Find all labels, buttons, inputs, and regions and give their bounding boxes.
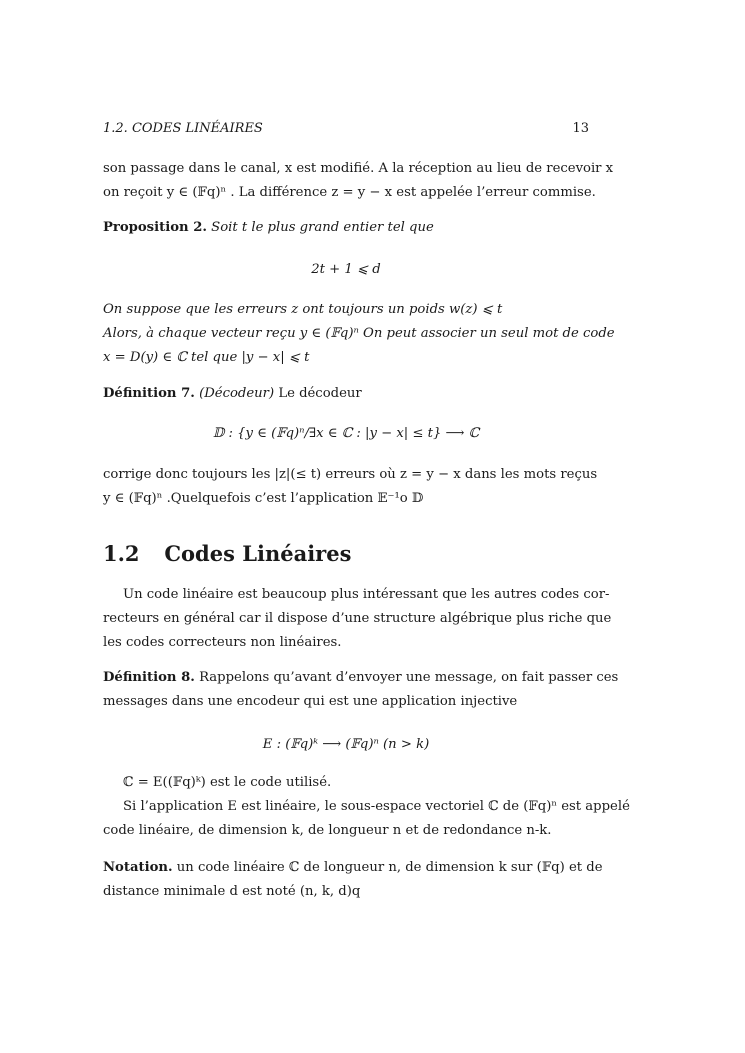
text-line: Alors, à chaque vecteur reçu y ∈ (𝔽q)ⁿ On peut associer un seul mot de code (103, 326, 615, 341)
text-line: distance minimale d est noté (n, k, d)q (103, 884, 361, 899)
equation-encoder: E : (𝔽q)ᵏ ⟶ (𝔽q)ⁿ (n > k) (262, 737, 430, 752)
proposition-text: Soit t le plus grand entier tel que (211, 220, 434, 235)
text-line: recteurs en général car il dispose d’une structure algébrique plus riche que (103, 611, 612, 626)
page-number: 13 (572, 121, 589, 136)
text-line: on reçoit y ∈ (𝔽q)ⁿ . La différence z = y − x est appelée l’erreur commise. (103, 185, 596, 200)
text-line: son passage dans le canal, x est modifié. A la réception au lieu de recevoir x (103, 161, 614, 176)
proposition-2-statement (103, 216, 589, 240)
definition-label: Définition 8. (103, 670, 195, 685)
notation-block (103, 856, 603, 904)
definition-label: Définition 7. (103, 386, 195, 401)
text-line: ℂ = E((𝔽q)ᵏ) est le code utilisé. (123, 775, 332, 790)
notation-label: Notation. (103, 860, 173, 875)
section-title: Codes Linéaires (164, 541, 352, 566)
text-line: un code linéaire ℂ de longueur n, de dimension k sur (𝔽q) et de (176, 860, 603, 875)
proposition-2-body (103, 298, 615, 370)
text-line: Si l’application E est linéaire, le sous-espace vectoriel ℂ de (𝔽q)ⁿ est appelé (123, 799, 630, 814)
section-heading (103, 541, 351, 566)
proposition-label: Proposition 2. (103, 220, 207, 235)
document-page (103, 0, 630, 1053)
equation-decoder: 𝔻 : {y ∈ (𝔽q)ⁿ/∃x ∈ ℂ : |y − x| ≤ t} ⟶ ℂ (212, 426, 480, 441)
text-line: messages dans une encodeur qui est une application injective (103, 694, 518, 709)
definition-7-statement (103, 382, 589, 406)
text-line: code linéaire, de dimension k, de longueur n et de redondance n-k. (103, 823, 552, 838)
definition-text: Le décodeur (278, 386, 362, 401)
paragraph-linear-codes (103, 583, 612, 655)
text-line: On suppose que les erreurs z ont toujours un poids w(z) ⩽ t (103, 302, 503, 317)
text-line: Un code linéaire est beaucoup plus intéressant que les autres codes cor- (123, 587, 610, 602)
section-number: 1.2 (103, 541, 140, 566)
definition-paren: (Décodeur) (199, 386, 275, 401)
text-line: corrige donc toujours les |z|(≤ t) erreurs où z = y − x dans les mots reçus (103, 467, 598, 482)
paragraph-channel (103, 157, 614, 205)
text-line: y ∈ (𝔽q)ⁿ .Quelquefois c’est l’application 𝔼⁻¹o 𝔻 (103, 491, 424, 506)
running-header (103, 121, 589, 136)
header-title: 1.2. CODES LINÉAIRES (103, 121, 263, 136)
text-line: x = D(y) ∈ ℂ tel que |y − x| ⩽ t (103, 350, 310, 365)
text-line: Rappelons qu’avant d’envoyer une message, on fait passer ces (199, 670, 619, 685)
definition-8-body (103, 771, 630, 843)
equation-2t-plus-1: 2t + 1 ⩽ d (311, 262, 381, 277)
definition-7-body (103, 463, 598, 511)
definition-8-statement (103, 666, 619, 714)
text-line: les codes correcteurs non linéaires. (103, 635, 342, 650)
